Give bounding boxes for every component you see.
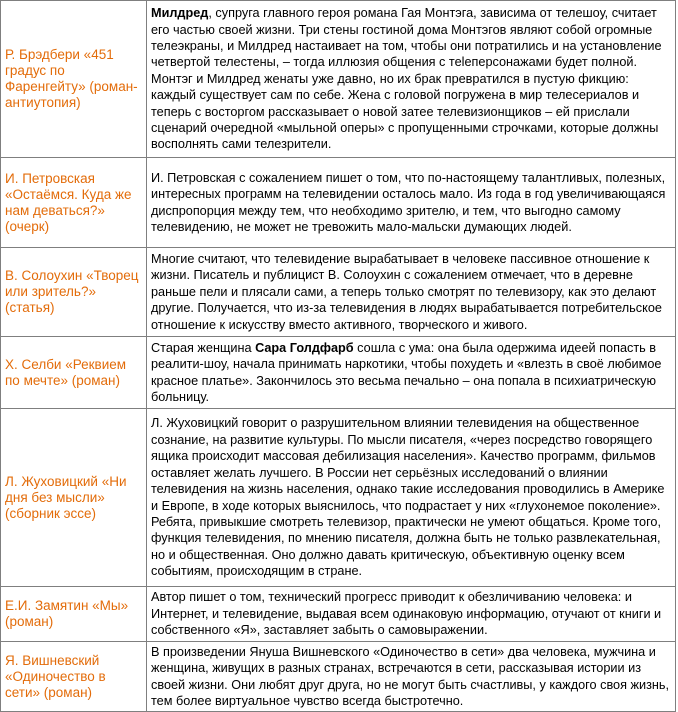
description-text: сошла с ума: она была одержима идеей попасть в реалити-шоу, начала принимать наркотики, чтобы похудеть и «влезть в своё любимое красное платье». Закончилось это весьма печально – она попала в психиатрическую больницу.: [151, 340, 662, 404]
description-cell: Л. Жуховицкий говорит о разрушительном влиянии телевидения на общественное сознание, на развитие культуры. По мысли писателя, «через посредство говорящего ящика происходит массовая дебилизация населения». Качество программ, фильмов оставляет желать лучшего. В России нет серьёзных исследований о влиянии телевидения на жизнь населения, однако такие исследования проводились в Америке и Европе, в ходе которых выяснилось, что подрастает у них «глухонемое поколение». Ребята, привыкшие смотреть телевизор, практически не умеют общаться. Кроме того, функция телевидения, по мнению писателя, должна быть не только развлекательная, но и общественная. Оно должно давать критическую, объективную оценку всем событиям, происходящим в стране.: [147, 409, 676, 587]
table-row: [1, 642, 676, 712]
description-cell: Многие считают, что телевидение вырабатывает в человеке пассивное отношение к жизни. Писатель и публицист В. Солоухин с сожалением отмечает, что в деревне раньше пели и плясали сами, а теперь только смотрят по телевизору, как это делают другие. Получается, что из-за телевидения в людях вырабатывается потребительское отношение к искусству вместо активного, творческого и живого.: [147, 248, 676, 337]
source-cell: И. Петровская «Остаёмся. Куда же нам деваться?» (очерк): [1, 158, 147, 248]
description-cell: Автор пишет о том, технический прогресс приводит к обезличиванию человека: и Интернет, и телевидение, выдавая всем одинаковую информацию, отучают от книги и собственного «Я», заставляет забыть о самовыражении.: [147, 587, 676, 642]
source-cell: Е.И. Замятин «Мы» (роман): [1, 587, 147, 642]
table-row: [1, 248, 676, 337]
description-cell: В произведении Януша Вишневского «Одиночество в сети» два человека, мужчина и женщина, живущих в разных странах, встречаются в сети, рассказывая истории из своей жизни. Они любят друг друга, но не могут быть счастливы, у каждого своя жизнь, тем более виртуальное чувство всегда быстротечно.: [147, 642, 676, 712]
table-row: [1, 587, 676, 642]
source-cell: Р. Брэдбери «451 градус по Фаренгейту» (роман-антиутопия): [1, 1, 147, 158]
description-text-start: Старая женщина: [151, 340, 256, 355]
table-row: [1, 409, 676, 587]
source-cell: Л. Жуховицкий «Ни дня без мысли» (сборник эссе): [1, 409, 147, 587]
table-row: [1, 1, 676, 158]
source-cell: Х. Селби «Реквием по мечте» (роман): [1, 337, 147, 409]
table-row: [1, 158, 676, 248]
description-cell: [147, 1, 676, 158]
character-name: Милдред: [151, 6, 209, 21]
description-text: , супруга главного героя романа Гая Монтэга, зависима от телешоу, считает его частью своей жизни. Три стены гостиной дома Монтэгов являют собой огромные телеэкраны, и Милдред настаивает на том, чтобы они потратились и на установление четвертой телестены, – тогда иллюзия общения с теleперсонажами будет полной. Монтэг и Милдред женаты уже давно, но их брак превратился в пустую фикцию: каждый существует сам по себе. Жена с головой погружена в мир телесериалов и теперь с восторгом рассказывает о новой затее телевизионщиков – ей прислали сценарий очередной «мыльной оперы» с пропущенными строчками, которые должны восполнять сами телезрители.: [151, 6, 662, 152]
source-cell: Я. Вишневский «Одиночество в сети» (роман): [1, 642, 147, 712]
character-name: Сара Голдфарб: [255, 340, 354, 355]
table-row: [1, 337, 676, 409]
description-cell: [147, 337, 676, 409]
description-cell: И. Петровская с сожалением пишет о том, что по-настоящему талантливых, полезных, интересных программ на телевидении осталось мало. Из года в год увеличивающаяся диспропорция между тем, что необходимо зрителю, и тем, что выгодно самому телевидению, не может не тревожить мало-мальски думающих людей.: [147, 158, 676, 248]
source-cell: В. Солоухин «Творец или зритель?» (статья): [1, 248, 147, 337]
